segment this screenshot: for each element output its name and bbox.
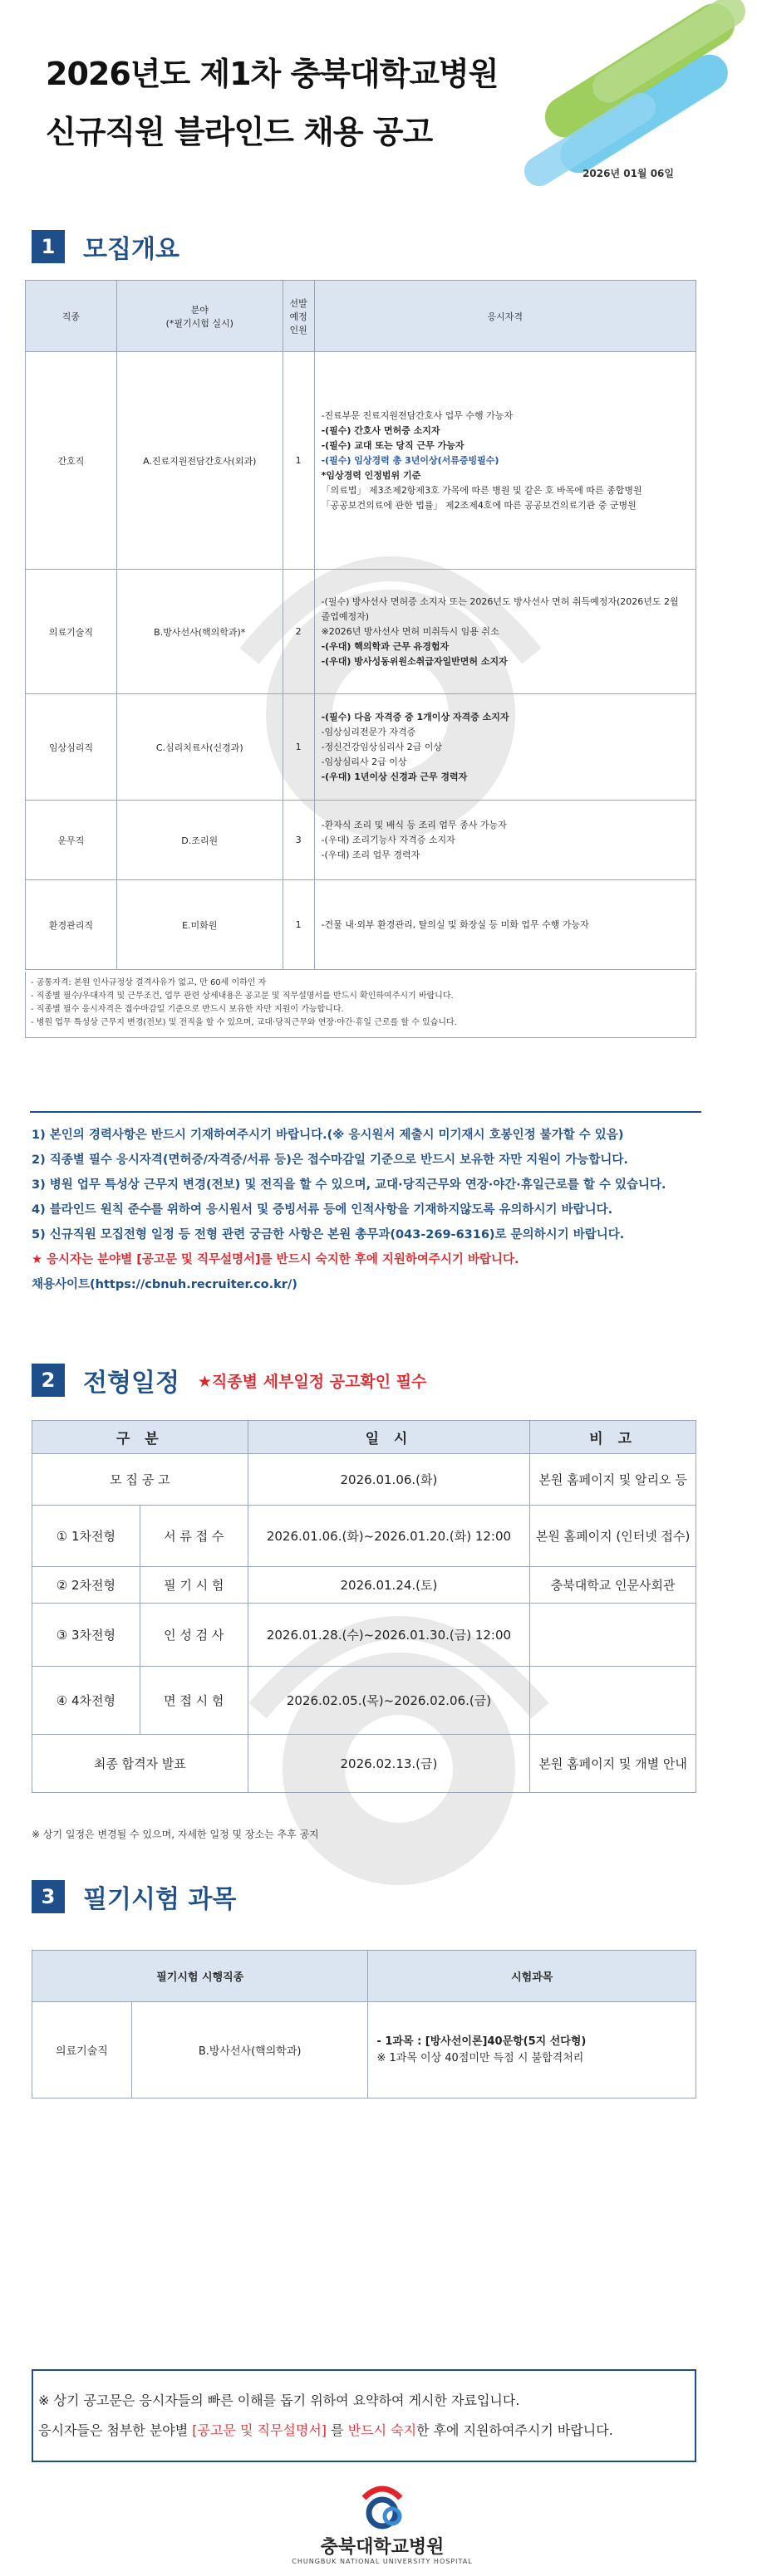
schedule-footnote: ※ 상기 일정은 변경될 수 있으며, 자세한 일정 및 장소는 추후 공지	[32, 1829, 319, 1840]
header	[0, 0, 757, 208]
hospital-emblem-icon	[356, 2483, 409, 2531]
table-row: ② 2차전형 필 기 시 험 2026.01.24.(토) 충북대학교 인문사회관	[32, 1567, 696, 1604]
job-cell: 임상심리직	[26, 694, 117, 801]
col-remark: 비 고	[530, 1421, 696, 1454]
qual-cell: -(필수) 방사선사 면허증 소지자 또는 2026년도 방사선사 면허 취득예정자(2026년도 2월 졸업예정자) ※2026년 방사선사 면허 미취득시 임용 취소 -(우대) 핵의학과 근무 유경험자 -(우대) 방사성동위원소취급자일반면허 소지자	[314, 570, 696, 694]
table-row	[26, 352, 696, 570]
qual-cell: -(필수) 다음 자격증 중 1개이상 자격증 소지자 -임상심리전문가 자격증 -정신건강임상심리사 2급 이상 -임상심리사 2급 이상 -(우대) 1년이상 신경과 근무 경력자	[314, 694, 696, 801]
table-row	[26, 880, 696, 970]
schedule-table	[32, 1420, 696, 1793]
hospital-name-en: CHUNGBUK NATIONAL UNIVERSITY HOSPITAL	[292, 2558, 473, 2565]
table-notes: - 공통자격: 본원 인사규정상 결격사유가 없고, 만 60세 이하인 자 - 직종별 필수/우대자격 및 근무조건, 업무 관련 상세내용은 공고문 및 직무설명서를 반드시 확인하여주시기 바랍니다. - 직종별 필수 응시자격은 접수마감일 기준으로 반드시 보유한 자만 지원이 가능합니다. - 병원 업무 특성상 근무지 변경(전보) 및 전직을 할 수 있으며, 교대·당직근무와 연장·야간·휴일 근로를 할 수 있습니다.	[25, 972, 696, 1038]
col-exam-job: 필기시험 시행직종	[32, 1951, 368, 2002]
col-date: 일 시	[248, 1421, 530, 1454]
col-division: 구 분	[32, 1421, 248, 1454]
table-row: ① 1차전형 서 류 접 수 2026.01.06.(화)~2026.01.20.(화) 12:00 본원 홈페이지 (인터넷 접수)	[32, 1506, 696, 1567]
notice-list	[32, 1123, 730, 1297]
job-cell: 간호직	[26, 352, 117, 570]
section3-heading	[32, 1878, 236, 1915]
table-row: ③ 3차전형 인 성 검 사 2026.01.28.(수)~2026.01.30.(금) 12:00	[32, 1604, 696, 1667]
job-cell: 환경관리직	[26, 880, 117, 970]
table-row: 의료기술직 B.방사선사(핵의학과) - 1과목 : [방사선이론]40문항(5지 선다형) ※ 1과목 이상 40점미만 득점 시 불합격처리	[32, 2002, 696, 2099]
notice-item: 5) 신규직원 모집전형 일정 등 전형 관련 궁금한 사항은 본원 총무과(043-269-6316)로 문의하시기 바랍니다.	[32, 1228, 625, 1241]
table-row	[26, 694, 696, 801]
recruit-site-link[interactable]: 채용사이트(https://cbnuh.recruiter.co.kr/)	[32, 1278, 297, 1291]
col-qualification: 응시자격	[314, 281, 696, 352]
page-title-line1: 2026년도 제1차 충북대학교병원	[46, 56, 499, 92]
summary-notice-box: ※ 상기 공고문은 응시자들의 빠른 이해를 돕기 위하여 요약하여 게시한 자료입니다. 응시자들은 첨부한 분야별 [공고문 및 직무설명서] 를 반드시 숙지한 후에 지원하여주시기 바랍니다.	[32, 2369, 696, 2462]
qual-cell: -환자식 조리 및 배식 등 조리 업무 종사 가능자 -(우대) 조리기능사 자격증 소지자 -(우대) 조리 업무 경력자	[314, 801, 696, 880]
page-title-line2: 신규직원 블라인드 채용 공고	[46, 114, 433, 150]
count-cell: 2	[283, 570, 314, 694]
notice-warning: ★ 응시자는 분야별 [공고문 및 직무설명서]를 반드시 숙지한 후에 지원하여주시기 바랍니다.	[32, 1253, 519, 1266]
table-row	[26, 801, 696, 880]
hospital-logo	[249, 2483, 515, 2566]
announcement-date: 2026년 01월 06일	[582, 168, 674, 179]
section2-note: ★직종별 세부일정 공고확인 필수	[197, 1372, 427, 1391]
count-cell: 1	[283, 352, 314, 570]
table-row: 최종 합격자 발표 2026.02.13.(금) 본원 홈페이지 및 개별 안내	[32, 1735, 696, 1793]
notice-item: 1) 본인의 경력사항은 반드시 기재하여주시기 바랍니다.(※ 응시원서 제출시 미기재시 호봉인정 불가할 수 있음)	[32, 1129, 624, 1142]
notice-divider	[30, 1111, 701, 1113]
col-count: 선발 예정 인원	[283, 281, 314, 352]
notice-item: 4) 블라인드 원칙 준수를 위하여 응시원서 및 증빙서류 등에 인적사항을 기재하지않도록 유의하시기 바랍니다.	[32, 1203, 613, 1217]
section2-title: 전형일정	[83, 1369, 179, 1398]
field-cell: C.심리치료사(신경과)	[116, 694, 283, 801]
section3-number: 3	[32, 1880, 65, 1913]
table-row: 모 집 공 고 2026.01.06.(화) 본원 홈페이지 및 알리오 등	[32, 1454, 696, 1506]
count-cell: 1	[283, 694, 314, 801]
job-cell: 의료기술직	[26, 570, 117, 694]
col-field: 분야 (*필기시험 실시)	[116, 281, 283, 352]
qual-cell: -건물 내·외부 환경관리, 탈의실 및 화장실 등 미화 업무 수행 가능자	[314, 880, 696, 970]
count-cell: 1	[283, 880, 314, 970]
recruitment-table	[25, 280, 696, 970]
qual-cell: -진료부문 진료지원전담간호사 업무 수행 가능자 -(필수) 간호사 면허증 소지자 -(필수) 교대 또는 당직 근무 가능자 -(필수) 임상경력 총 3년이상(서류증빙필수) *임상경력 인정범위 기준 「의료법」 제3조제2항제3호 가목에 따른 병원 및 같은 호 바목에 따른 종합병원 「공공보건의료에 관한 법률」 제2조제4호에 따른 공공보건의료기관 중 군병원	[314, 352, 696, 570]
col-exam-subject: 시험과목	[368, 1951, 696, 2002]
notice-item: 2) 직종별 필수 응시자격(면허증/자격증/서류 등)은 접수마감일 기준으로 반드시 보유한 자만 지원이 가능합니다.	[32, 1153, 628, 1167]
field-cell: A.진료지원전담간호사(외과)	[116, 352, 283, 570]
section3-title: 필기시험 과목	[83, 1885, 237, 1914]
field-cell: D.조리원	[116, 801, 283, 880]
exam-subject-table	[32, 1950, 696, 2099]
section2-number: 2	[32, 1364, 65, 1397]
section1-title: 모집개요	[83, 235, 179, 264]
section1-heading	[32, 228, 179, 265]
section1-number: 1	[32, 230, 65, 263]
field-cell: E.미화원	[116, 880, 283, 970]
col-job: 직종	[26, 281, 117, 352]
hospital-name: 충북대학교병원	[320, 2537, 445, 2558]
count-cell: 3	[283, 801, 314, 880]
notice-item: 3) 병원 업무 특성상 근무지 변경(전보) 및 전직을 할 수 있으며, 교대·당직근무와 연장·야간·휴일근로를 할 수 있습니다.	[32, 1178, 666, 1192]
table-row	[26, 570, 696, 694]
job-cell: 운무직	[26, 801, 117, 880]
table-row: ④ 4차전형 면 접 시 험 2026.02.05.(목)~2026.02.06.(금)	[32, 1667, 696, 1735]
field-cell: B.방사선사(핵의학과)*	[116, 570, 283, 694]
section2-heading	[32, 1362, 426, 1398]
